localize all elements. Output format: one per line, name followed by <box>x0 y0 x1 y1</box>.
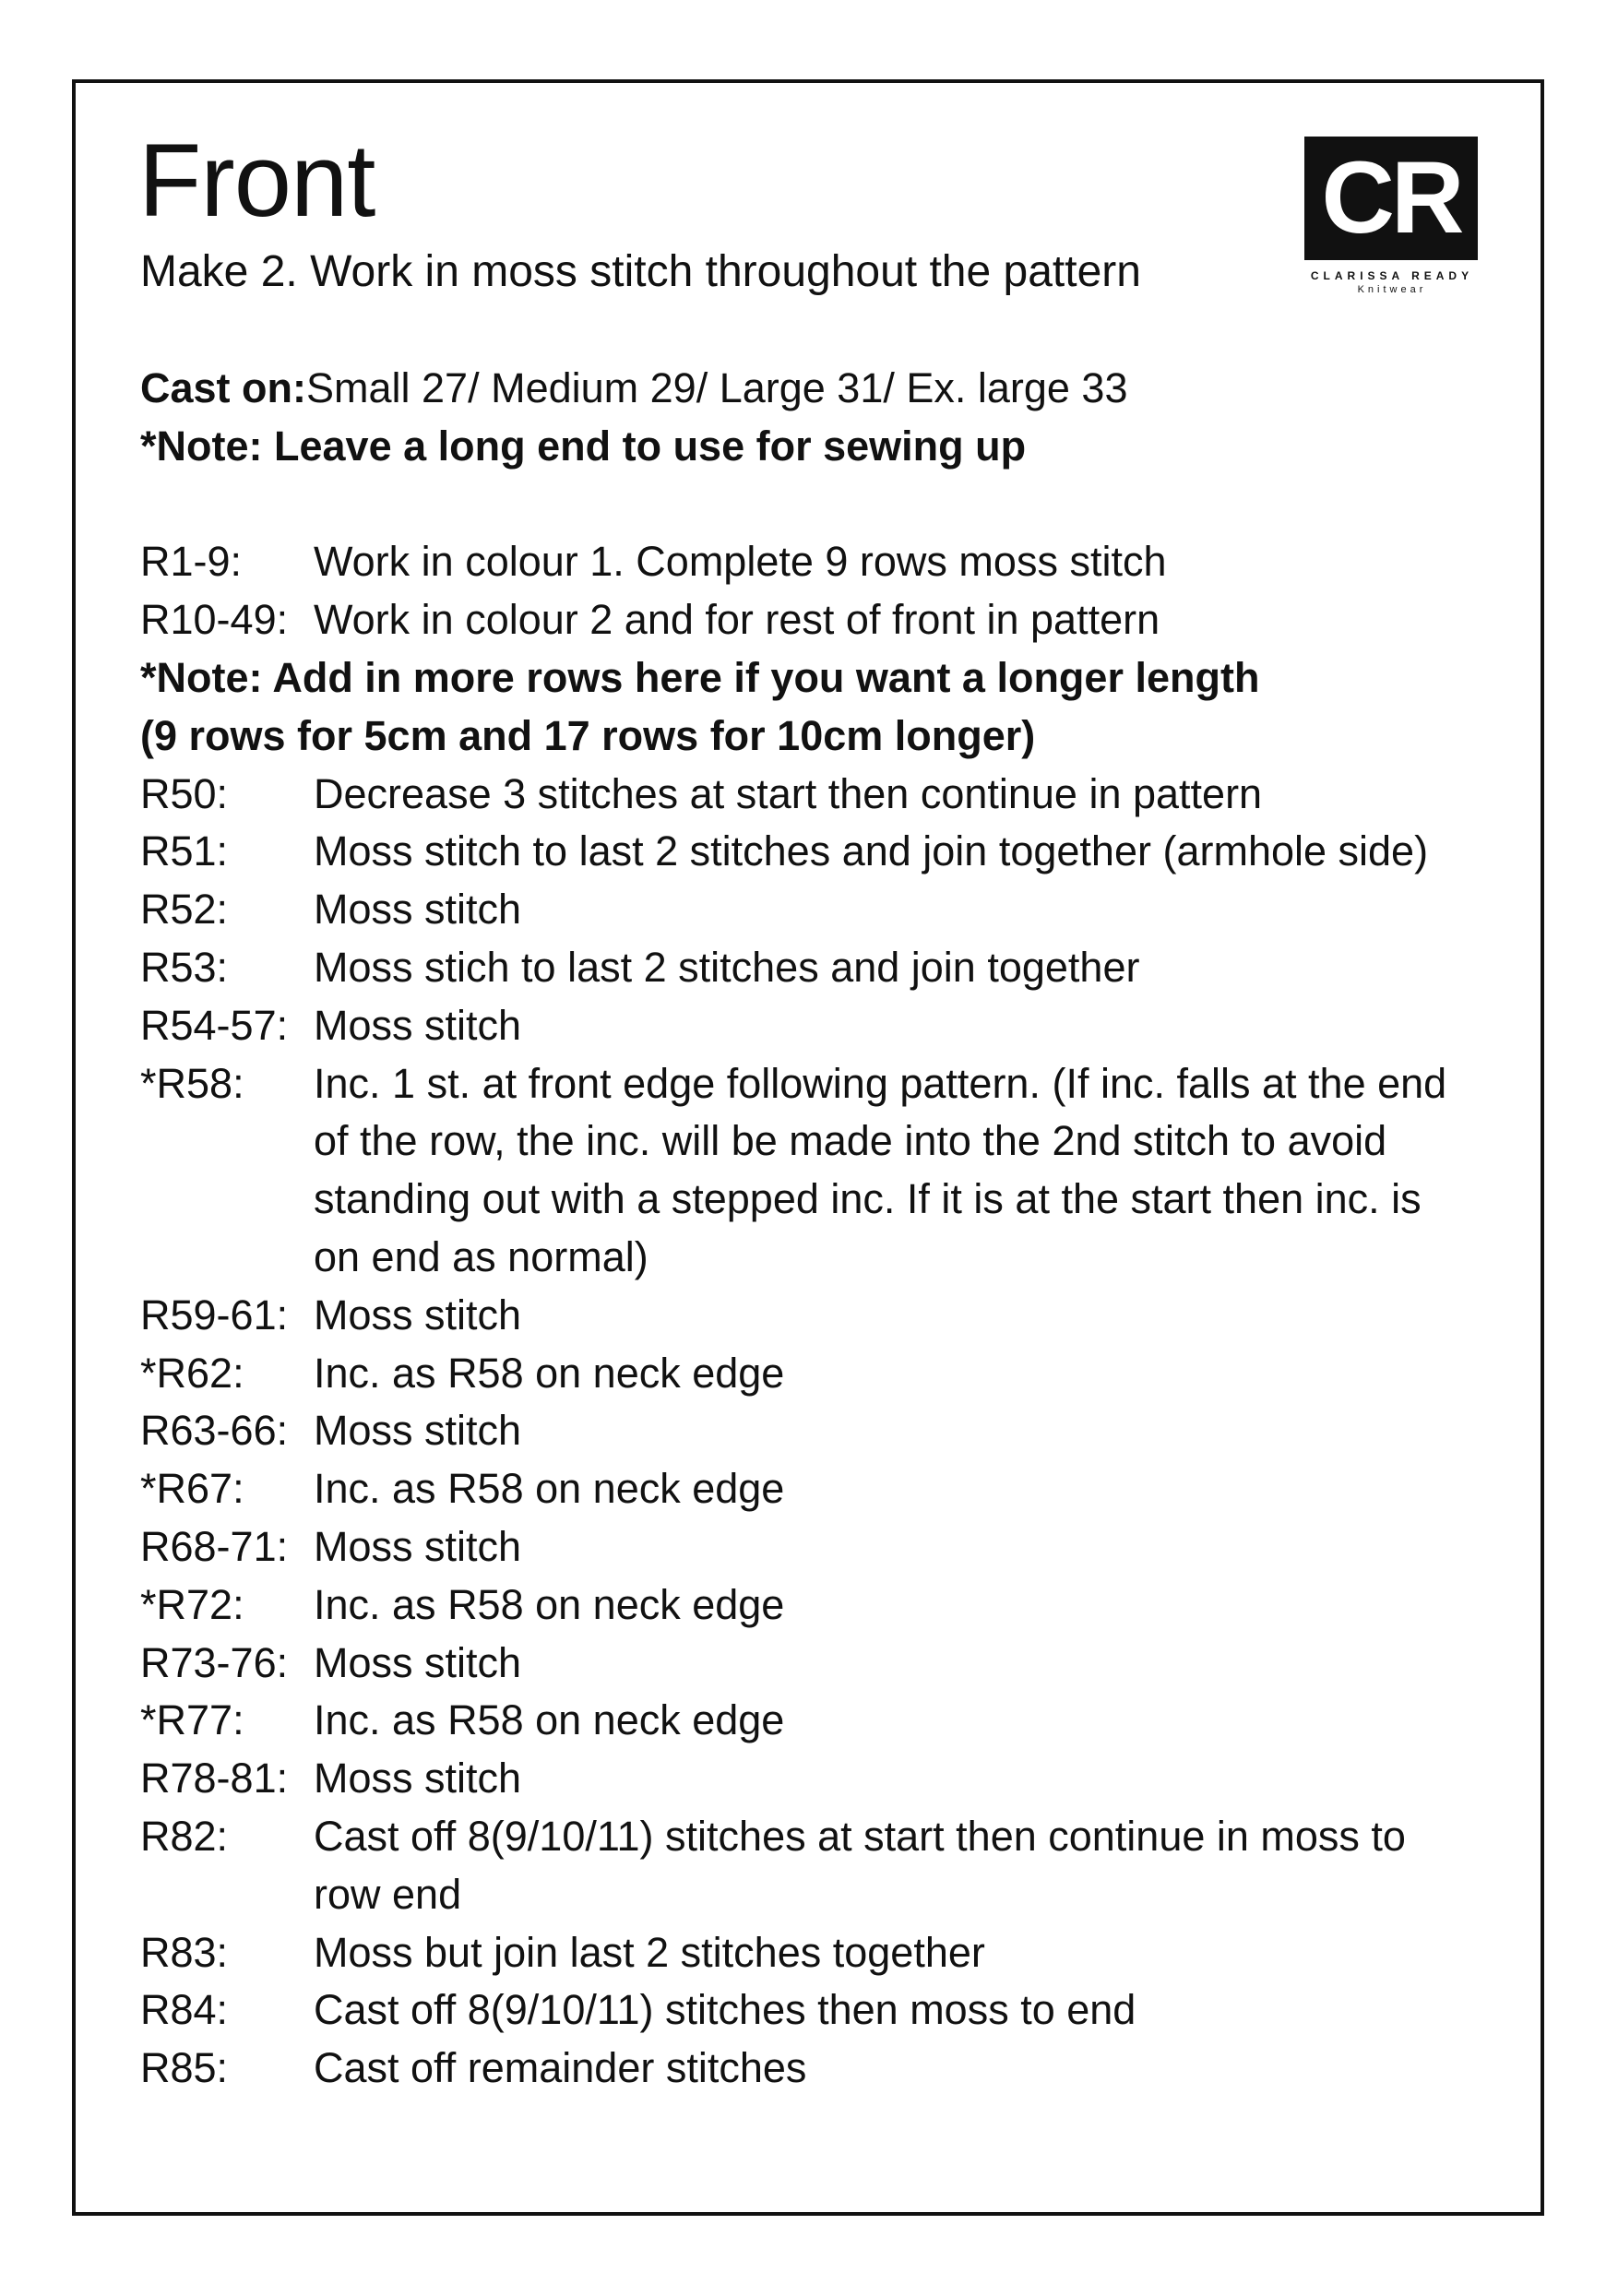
row-text: Cast off remainder stitches <box>314 2044 807 2092</box>
instruction-row <box>140 766 1496 824</box>
row-label: *R77: <box>140 1696 244 1744</box>
instruction-row <box>140 823 1496 881</box>
length-note-line-1: *Note: Add in more rows here if you want a longer length <box>140 653 1260 701</box>
row-text: Inc. as R58 on neck edge <box>314 1349 785 1397</box>
row-label: R54-57: <box>140 1001 289 1049</box>
instruction-row <box>140 1287 1496 1345</box>
row-label: R68-71: <box>140 1522 289 1570</box>
page-subtitle: Make 2. Work in moss stitch throughout the pattern <box>140 247 1141 296</box>
instruction-row <box>140 1692 1496 1750</box>
instruction-row <box>140 1518 1496 1576</box>
row-label: R63-66: <box>140 1407 289 1455</box>
cast-on-sizes: Small 27/ Medium 29/ Large 31/ Ex. large 33 <box>306 364 1128 411</box>
row-label: R53: <box>140 943 229 991</box>
instruction-row <box>140 881 1496 939</box>
row-text: Inc. as R58 on neck edge <box>314 1696 785 1744</box>
row-label: R52: <box>140 886 229 934</box>
instruction-row <box>140 1924 1496 1982</box>
row-text: Work in colour 1. Complete 9 rows moss stitch <box>314 538 1167 586</box>
row-text: Moss stich to last 2 stitches and join together <box>314 943 1140 991</box>
instruction-row <box>140 1750 1496 1808</box>
instruction-row <box>140 997 1496 1055</box>
logo-brand-name: CLARISSA READY <box>1310 269 1474 282</box>
row-label: R83: <box>140 1928 229 1976</box>
logo-mark: CR <box>1304 137 1478 260</box>
row-label: R50: <box>140 769 229 817</box>
instruction-row <box>140 533 1496 591</box>
row-label: R84: <box>140 1986 229 2034</box>
cast-on-line <box>140 360 1496 418</box>
row-label: R59-61: <box>140 1291 289 1338</box>
row-text: Inc. as R58 on neck edge <box>314 1580 785 1628</box>
row-text: Inc. as R58 on neck edge <box>314 1465 785 1513</box>
spacer <box>140 476 1496 534</box>
row-text: Work in colour 2 and for rest of front in pattern <box>314 596 1160 644</box>
cast-on-label: Cast on: <box>140 364 306 411</box>
instruction-row <box>140 1345 1496 1403</box>
brand-logo <box>1304 137 1480 295</box>
row-text: Moss stitch <box>314 1755 522 1802</box>
row-text: Moss but join last 2 stitches together <box>314 1928 985 1976</box>
logo-brand-sub: Knitwear <box>1357 284 1427 295</box>
instruction-row <box>140 1808 1496 1924</box>
row-label: *R67: <box>140 1465 244 1513</box>
page-title: Front <box>138 123 375 238</box>
instruction-row <box>140 1055 1496 1287</box>
row-text: Decrease 3 stitches at start then continue in pattern <box>314 769 1263 817</box>
row-text: Moss stitch to last 2 stitches and join together (armhole side) <box>314 827 1429 875</box>
instruction-row <box>140 1460 1496 1518</box>
row-text: Moss stitch <box>314 1407 522 1455</box>
instruction-row <box>140 591 1496 649</box>
row-label: R78-81: <box>140 1755 289 1802</box>
row-label: R85: <box>140 2044 229 2092</box>
instruction-row <box>140 2040 1496 2098</box>
row-label: R1-9: <box>140 538 243 586</box>
instruction-row <box>140 1635 1496 1693</box>
length-note-line-2: (9 rows for 5cm and 17 rows for 10cm longer) <box>140 711 1036 759</box>
row-label: R82: <box>140 1812 229 1860</box>
cast-on-note: *Note: Leave a long end to use for sewing up <box>140 422 1027 470</box>
row-text: Moss stitch <box>314 1638 522 1686</box>
instruction-row <box>140 1576 1496 1635</box>
instruction-row <box>140 1402 1496 1460</box>
row-text: Moss stitch <box>314 1001 522 1049</box>
row-text: Cast off 8(9/10/11) stitches at start then continue in moss to row end <box>314 1812 1406 1918</box>
row-label: *R72: <box>140 1580 244 1628</box>
row-text: Moss stitch <box>314 886 522 934</box>
row-label: R73-76: <box>140 1638 289 1686</box>
pattern-instructions <box>140 360 1496 2098</box>
row-text: Moss stitch <box>314 1291 522 1338</box>
row-text: Inc. 1 st. at front edge following pattern. (If inc. falls at the end of the row, the inc. will be made into the 2nd stitch to avoid standing out with a stepped inc. If it is at the start then inc. is on end as normal) <box>314 1059 1447 1280</box>
row-label: *R58: <box>140 1059 244 1107</box>
row-label: R51: <box>140 827 229 875</box>
row-label: R10-49: <box>140 596 289 644</box>
row-text: Moss stitch <box>314 1522 522 1570</box>
instruction-row <box>140 939 1496 997</box>
instruction-row <box>140 1981 1496 2040</box>
row-label: *R62: <box>140 1349 244 1397</box>
row-text: Cast off 8(9/10/11) stitches then moss to end <box>314 1986 1136 2034</box>
